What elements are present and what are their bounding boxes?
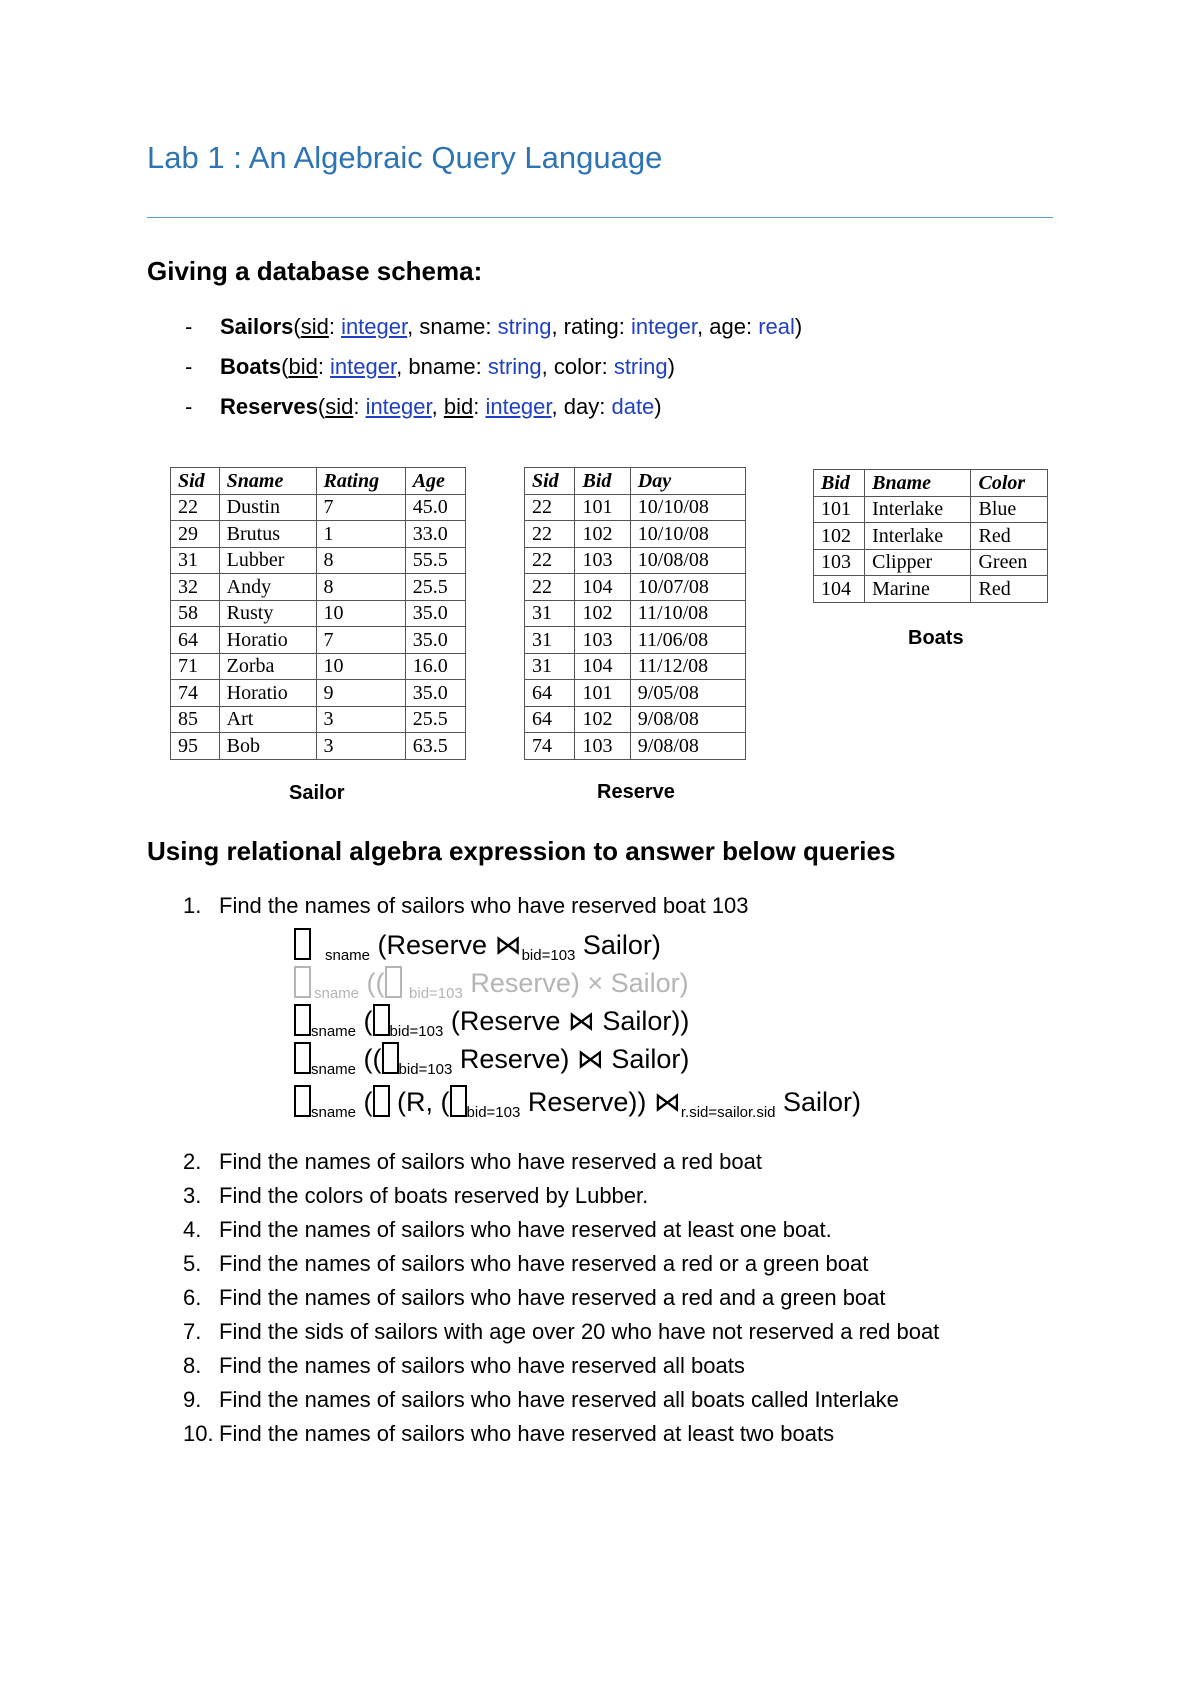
schema-item-boats: - Boats(bid: integer, bname: string, color: string) bbox=[185, 354, 675, 379]
table-cell: Dustin bbox=[219, 494, 316, 521]
table-row bbox=[525, 627, 746, 654]
query-item-10 bbox=[183, 1421, 834, 1447]
table-row bbox=[171, 680, 466, 707]
query-text: Find the sids of sailors with age over 20 who have not reserved a red boat bbox=[219, 1319, 940, 1344]
projection-symbol-icon bbox=[294, 1042, 311, 1074]
column-header: Day bbox=[630, 468, 745, 495]
table-row bbox=[525, 494, 746, 521]
table-cell: 9/08/08 bbox=[630, 733, 745, 760]
bullet-dash: - bbox=[185, 354, 193, 379]
table-row bbox=[171, 600, 466, 627]
query-number: 10. bbox=[183, 1421, 214, 1446]
attribute-name: sid bbox=[300, 314, 329, 339]
table-cell: 22 bbox=[525, 521, 575, 548]
table-row bbox=[171, 653, 466, 680]
table-cell: Zorba bbox=[219, 653, 316, 680]
query-text: Find the names of sailors who have reserved all boats called Interlake bbox=[219, 1387, 899, 1412]
table-cell: Lubber bbox=[219, 547, 316, 574]
attribute-type: string bbox=[487, 354, 542, 379]
selection-symbol-icon bbox=[373, 1004, 390, 1036]
attribute-name: bname bbox=[408, 354, 476, 379]
reserve-table bbox=[524, 467, 746, 760]
queries-heading: Using relational algebra expression to answer below queries bbox=[147, 836, 896, 866]
table-cell: 101 bbox=[575, 494, 630, 521]
table-cell: 7 bbox=[316, 494, 405, 521]
table-cell: 31 bbox=[525, 653, 575, 680]
attribute-type: string bbox=[497, 314, 552, 339]
table-row bbox=[171, 521, 466, 548]
table-cell: 25.5 bbox=[405, 706, 465, 733]
table-cell: 25.5 bbox=[405, 574, 465, 601]
attribute-type: real bbox=[758, 314, 795, 339]
query-item-6 bbox=[183, 1285, 886, 1311]
reserve-caption: Reserve bbox=[597, 781, 675, 803]
relation-name: Sailors bbox=[220, 314, 294, 339]
expression-1: $_{sname}$ (Reserve $⋈_{bid=103}$ Sailor) bbox=[294, 928, 661, 964]
table-cell: Red bbox=[971, 576, 1048, 603]
rename-symbol-icon bbox=[373, 1085, 390, 1117]
table-cell: 103 bbox=[575, 547, 630, 574]
column-header: Sid bbox=[525, 468, 575, 495]
table-cell: 32 bbox=[171, 574, 220, 601]
selection-symbol-icon bbox=[385, 966, 402, 998]
query-number: 7. bbox=[183, 1319, 202, 1344]
table-cell: 11/06/08 bbox=[630, 627, 745, 654]
table-cell: 10 bbox=[316, 600, 405, 627]
table-cell: 3 bbox=[316, 733, 405, 760]
table-row bbox=[171, 627, 466, 654]
query-text: Find the names of sailors who have reserved all boats bbox=[219, 1353, 745, 1378]
column-header: Rating bbox=[316, 468, 405, 495]
attribute-type: integer bbox=[365, 394, 432, 419]
table-cell: 102 bbox=[575, 706, 630, 733]
query-text: Find the colors of boats reserved by Lubber. bbox=[219, 1183, 649, 1208]
expression-2-struck: $_{sname}$ (( $_{bid=103}$ Reserve) × Sailor) bbox=[294, 966, 689, 1002]
column-header: Bid bbox=[575, 468, 630, 495]
attribute-name: bid bbox=[443, 394, 474, 419]
relation-name: Boats bbox=[220, 354, 282, 379]
table-cell: Red bbox=[971, 523, 1048, 550]
table-cell: 95 bbox=[171, 733, 220, 760]
sailor-caption: Sailor bbox=[289, 782, 345, 804]
query-number: 8. bbox=[183, 1353, 202, 1378]
table-cell: 35.0 bbox=[405, 680, 465, 707]
table-cell: 35.0 bbox=[405, 627, 465, 654]
query-text: Find the names of sailors who have reserved boat 103 bbox=[219, 893, 749, 918]
table-cell: Horatio bbox=[219, 627, 316, 654]
query-number: 1. bbox=[183, 893, 202, 918]
query-item-5 bbox=[183, 1251, 868, 1277]
table-row bbox=[525, 521, 746, 548]
table-row bbox=[171, 494, 466, 521]
table-row bbox=[171, 706, 466, 733]
page-title: Lab 1 : An Algebraic Query Language bbox=[147, 140, 663, 175]
query-item-4 bbox=[183, 1217, 832, 1243]
query-number: 3. bbox=[183, 1183, 202, 1208]
table-cell: 102 bbox=[814, 523, 865, 550]
table-cell: 9/05/08 bbox=[630, 680, 745, 707]
table-cell: 102 bbox=[575, 521, 630, 548]
table-cell: 10 bbox=[316, 653, 405, 680]
sailor-table bbox=[170, 467, 466, 760]
expression-3: $_{sname}$ ( $_{bid=103}$ (Reserve ⋈ Sailor)) bbox=[294, 1004, 689, 1040]
bullet-dash: - bbox=[185, 314, 193, 339]
bullet-dash: - bbox=[185, 394, 193, 419]
table-cell: 10/08/08 bbox=[630, 547, 745, 574]
table-cell: 103 bbox=[575, 733, 630, 760]
table-cell: 71 bbox=[171, 653, 220, 680]
table-cell: Bob bbox=[219, 733, 316, 760]
table-cell: 35.0 bbox=[405, 600, 465, 627]
relation-name: Reserves bbox=[220, 394, 318, 419]
table-cell: 101 bbox=[575, 680, 630, 707]
table-cell: 22 bbox=[525, 547, 575, 574]
table-cell: 58 bbox=[171, 600, 220, 627]
boats-caption: Boats bbox=[908, 627, 964, 649]
table-cell: 103 bbox=[575, 627, 630, 654]
table-row bbox=[525, 706, 746, 733]
query-text: Find the names of sailors who have reserved a red and a green boat bbox=[219, 1285, 886, 1310]
table-cell: 8 bbox=[316, 547, 405, 574]
projection-symbol-icon bbox=[294, 1085, 311, 1117]
query-text: Find the names of sailors who have reserved at least one boat. bbox=[219, 1217, 832, 1242]
query-number: 6. bbox=[183, 1285, 202, 1310]
query-text: Find the names of sailors who have reserved a red boat bbox=[219, 1149, 762, 1174]
table-cell: 104 bbox=[575, 574, 630, 601]
attribute-name: rating bbox=[563, 314, 619, 339]
attribute-type: integer bbox=[330, 354, 397, 379]
table-row bbox=[525, 574, 746, 601]
table-row bbox=[525, 653, 746, 680]
table-header-row bbox=[814, 470, 1048, 497]
table-cell: 64 bbox=[171, 627, 220, 654]
schema-heading: Giving a database schema: bbox=[147, 256, 483, 286]
query-item-3 bbox=[183, 1183, 648, 1209]
query-text: Find the names of sailors who have reserved a red or a green boat bbox=[219, 1251, 869, 1276]
query-item-2 bbox=[183, 1149, 762, 1175]
table-cell: 11/12/08 bbox=[630, 653, 745, 680]
table-row bbox=[171, 733, 466, 760]
title-divider bbox=[147, 217, 1053, 218]
table-cell: 11/10/08 bbox=[630, 600, 745, 627]
table-cell: 31 bbox=[525, 627, 575, 654]
selection-symbol-icon bbox=[382, 1042, 399, 1074]
selection-symbol-icon bbox=[450, 1085, 467, 1117]
table-cell: Interlake bbox=[865, 496, 971, 523]
table-row bbox=[171, 574, 466, 601]
attribute-name: bid bbox=[288, 354, 318, 379]
table-cell: 8 bbox=[316, 574, 405, 601]
table-cell: 10/10/08 bbox=[630, 494, 745, 521]
table-cell: 101 bbox=[814, 496, 865, 523]
table-cell: 16.0 bbox=[405, 653, 465, 680]
table-cell: 7 bbox=[316, 627, 405, 654]
table-cell: Art bbox=[219, 706, 316, 733]
table-row bbox=[814, 496, 1048, 523]
table-cell: Blue bbox=[971, 496, 1048, 523]
attribute-type: string bbox=[613, 354, 668, 379]
table-cell: Andy bbox=[219, 574, 316, 601]
column-header: Color bbox=[971, 470, 1048, 497]
table-cell: 9/08/08 bbox=[630, 706, 745, 733]
query-item-1 bbox=[183, 893, 749, 919]
boats-table bbox=[813, 469, 1048, 603]
expression-5: $_{sname}$ ( (R, ( $_{bid=103}$ Reserve)) $⋈_{r.sid=sailor.sid}$ Sailor) bbox=[294, 1085, 861, 1121]
query-number: 5. bbox=[183, 1251, 202, 1276]
table-row bbox=[171, 547, 466, 574]
table-cell: 64 bbox=[525, 706, 575, 733]
table-cell: 22 bbox=[525, 494, 575, 521]
projection-symbol-icon bbox=[294, 1004, 311, 1036]
projection-symbol-icon bbox=[294, 966, 311, 998]
column-header: Bid bbox=[814, 470, 865, 497]
table-cell: 64 bbox=[525, 680, 575, 707]
table-cell: 22 bbox=[525, 574, 575, 601]
column-header: Age bbox=[405, 468, 465, 495]
table-cell: 55.5 bbox=[405, 547, 465, 574]
table-cell: Brutus bbox=[219, 521, 316, 548]
table-row bbox=[814, 549, 1048, 576]
column-header: Sid bbox=[171, 468, 220, 495]
schema-item-sailors: - Sailors(sid: integer, sname: string, rating: integer, age: real) bbox=[185, 314, 803, 339]
table-header-row bbox=[525, 468, 746, 495]
attribute-type: date bbox=[611, 394, 655, 419]
table-cell: 104 bbox=[575, 653, 630, 680]
table-cell: 103 bbox=[814, 549, 865, 576]
query-text: Find the names of sailors who have reserved at least two boats bbox=[219, 1421, 835, 1446]
table-row bbox=[525, 680, 746, 707]
table-cell: 104 bbox=[814, 576, 865, 603]
table-cell: 63.5 bbox=[405, 733, 465, 760]
table-row bbox=[814, 523, 1048, 550]
attribute-type: integer bbox=[630, 314, 698, 339]
schema-item-reserves: - Reserves(sid: integer, bid: integer, day: date) bbox=[185, 394, 662, 419]
table-cell: 3 bbox=[316, 706, 405, 733]
table-cell: Horatio bbox=[219, 680, 316, 707]
query-number: 4. bbox=[183, 1217, 202, 1242]
table-cell: 102 bbox=[575, 600, 630, 627]
column-header: Bname bbox=[865, 470, 971, 497]
query-number: 2. bbox=[183, 1149, 202, 1174]
attribute-name: sid bbox=[325, 394, 354, 419]
attribute-name: age bbox=[709, 314, 746, 339]
table-cell: Interlake bbox=[865, 523, 971, 550]
table-cell: 1 bbox=[316, 521, 405, 548]
table-cell: 10/10/08 bbox=[630, 521, 745, 548]
table-cell: 31 bbox=[525, 600, 575, 627]
table-row bbox=[814, 576, 1048, 603]
table-cell: Marine bbox=[865, 576, 971, 603]
attribute-type: integer bbox=[341, 314, 408, 339]
expression-4: $_{sname}$ (( $_{bid=103}$ Reserve) ⋈ Sailor) bbox=[294, 1042, 689, 1078]
table-cell: 45.0 bbox=[405, 494, 465, 521]
query-item-7 bbox=[183, 1319, 939, 1345]
table-cell: 29 bbox=[171, 521, 220, 548]
attribute-name: sname bbox=[419, 314, 486, 339]
table-cell: 74 bbox=[525, 733, 575, 760]
table-cell: 10/07/08 bbox=[630, 574, 745, 601]
table-cell: Clipper bbox=[865, 549, 971, 576]
query-item-8 bbox=[183, 1353, 745, 1379]
table-cell: Rusty bbox=[219, 600, 316, 627]
attribute-type: integer bbox=[485, 394, 552, 419]
table-cell: 31 bbox=[171, 547, 220, 574]
table-row bbox=[525, 547, 746, 574]
attribute-name: day bbox=[563, 394, 600, 419]
query-number: 9. bbox=[183, 1387, 202, 1412]
column-header: Sname bbox=[219, 468, 316, 495]
table-cell: 74 bbox=[171, 680, 220, 707]
table-header-row bbox=[171, 468, 466, 495]
attribute-name: color bbox=[553, 354, 602, 379]
table-cell: 85 bbox=[171, 706, 220, 733]
table-row bbox=[525, 733, 746, 760]
projection-symbol-icon bbox=[294, 928, 311, 960]
table-cell: Green bbox=[971, 549, 1048, 576]
table-cell: 9 bbox=[316, 680, 405, 707]
query-item-9 bbox=[183, 1387, 899, 1413]
table-cell: 22 bbox=[171, 494, 220, 521]
table-row bbox=[525, 600, 746, 627]
table-cell: 33.0 bbox=[405, 521, 465, 548]
